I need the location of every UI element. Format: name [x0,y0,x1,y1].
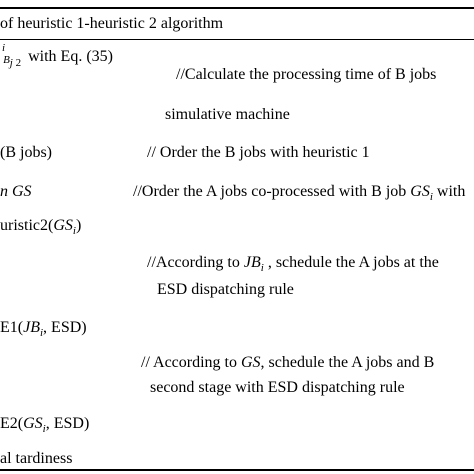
line-10-comment: second stage with ESD dispatching rule [150,379,405,396]
line-6-comment [147,255,439,274]
line-8-code-post: , ESD) [43,319,87,336]
algorithm-title: of heuristic 1-heuristic 2 algorithm [0,15,224,32]
line-8-code [0,320,87,339]
line-8-code-pre: E1( [0,319,24,336]
line-1-fragment-sub2: 2 [15,57,22,69]
line-1-comment: //Calculate the processing time of B jobs [176,66,437,83]
line-1-fragment-top: i [2,42,6,54]
line-12-code: al tardiness [0,450,73,467]
line-4-code-pre: n [0,183,8,200]
line-4-code [0,184,32,200]
line-9-comment-post: , schedule the A jobs and B [260,354,435,371]
line-11-code [0,416,89,435]
bottom-rule [0,469,474,471]
line-11-code-sub: i [42,423,46,435]
line-9-comment-pre: // According to [141,354,237,371]
line-3-comment: // Order the B jobs with heuristic 1 [147,144,370,161]
line-8-code-var: JB [23,319,40,336]
line-1-code-text: with Eq. (35) [28,48,113,65]
line-6-comment-pre: //According to [147,254,240,271]
line-6-comment-var: JB [243,254,261,271]
line-7-comment: ESD dispatching rule [157,281,294,298]
header-rule [0,39,474,40]
line-2-comment: simulative machine [165,106,290,123]
line-11-code-post: , ESD) [45,415,90,432]
line-4-comment [133,184,465,203]
line-4-code-var: GS [12,183,32,200]
line-4-comment-post: with [436,183,466,200]
line-4-comment-var: GS [410,183,430,200]
line-5-code-pre: uristic2( [0,217,54,234]
top-rule [0,7,474,9]
line-3-code: (B jobs) [0,144,52,161]
line-5-code-sub: i [72,225,76,237]
line-6-comment-sub: i [260,262,264,274]
line-8-code-sub: i [39,327,44,339]
line-5-code-post: ) [75,217,82,234]
line-5-code-var: GS [53,217,73,234]
line-11-code-var: GS [23,415,43,432]
line-1-fragment-var: B [3,54,10,66]
line-9-comment [141,355,434,371]
line-4-comment-sub: i [429,191,433,203]
line-11-code-pre: E2( [0,415,24,432]
line-9-comment-var: GS [240,354,261,371]
line-4-comment-pre: //Order the A jobs co-processed with B job [133,183,407,200]
line-6-comment-post: , schedule the A jobs at the [267,254,439,271]
line-1-code [0,42,113,69]
line-1-fragment-sub: j [9,57,13,69]
line-5-code [0,218,81,237]
